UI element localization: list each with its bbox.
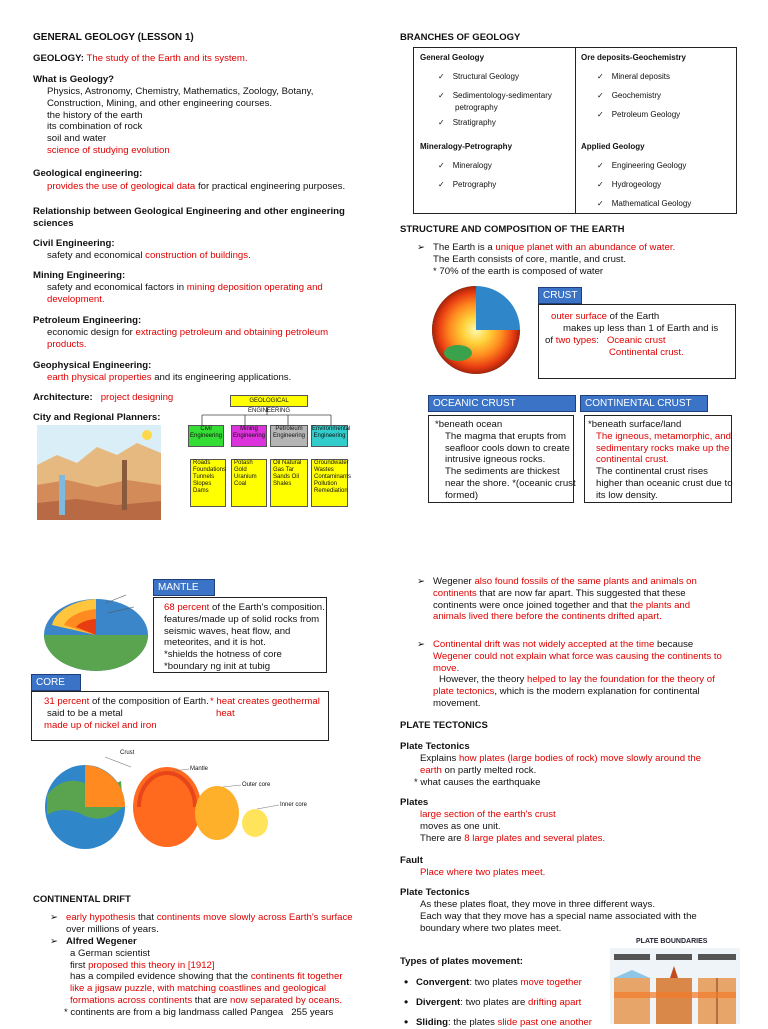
convergent-item: • Convergent: two plates move together [416, 977, 582, 989]
petroleum-text: economic design for extracting petroleum and obtaining petroleum products. [47, 327, 329, 350]
relationship-heading: Relationship between Geological Engineering and other engineering sciences [33, 206, 345, 229]
sliding-item: • Sliding: the plates slide past one another [416, 1017, 592, 1029]
plates-text: large section of the earth's crust moves as one unit. There are 8 large plates and several plates. [420, 809, 606, 844]
oceanic-crust-box: *beneath ocean The magma that erupts from seafloor cools down to create intrusive igneous rocks. The sediments are thickest near the shore. *(oceanic crust formed) [428, 415, 574, 503]
ge-branch-petroleum: Petroleum Engineering [270, 425, 308, 447]
geophysical-text: earth physical properties and its engineering applications. [47, 372, 292, 383]
what-is-geology-list: Physics, Astronomy, Chemistry, Mathematics, Zoology, Botany, Construction, Mining, and other engineering courses. the history of the earth its combination of rock soil and water science of studying evolution [47, 86, 314, 156]
ge-items-mining: Potash Gold Uranium Coal [231, 459, 267, 507]
applied-geology-heading: Applied Geology [581, 142, 645, 151]
layer-label-crust: Crust [120, 750, 135, 756]
ge-items-petroleum: Oil Natural Gas Tar Sands Oil Shales [270, 459, 308, 507]
plate-tectonics-text-2: As these plates float, they move in three different ways. Each way that they move has a special name associated with the boundary where two plates meet. [420, 899, 697, 934]
plate-tectonics-text: Explains how plates (large bodies of rock) move slowly around the earth on partly melted rock. * what causes the earthquake [414, 753, 702, 788]
branches-divider [575, 48, 576, 213]
petroleum-heading: Petroleum Engineering: [33, 315, 142, 326]
crust-label: CRUST [538, 287, 582, 304]
ge-items-civil: Roads Foundations Tunnels Slopes Dams [190, 459, 226, 507]
mantle-label: MANTLE [153, 579, 215, 596]
ge-branch-mining: Mining Engineering [231, 425, 267, 447]
drift-hypothesis: ➢ early hypothesis that continents move slowly across Earth's surface over millions of years. [66, 912, 376, 936]
plate-boundaries-diagram [610, 948, 740, 1024]
drift-wegener: ➢ Alfred Wegener a German scientist first proposed this theory in [1912] has a compiled evidence showing that the continents fit together like a jigsaw puzzle, with matching coastlines and geological formations across continents that are now separated by oceans. * continents are from a big landmass called Pangea 255 years [66, 936, 376, 1019]
core-label: CORE [31, 674, 81, 691]
city-planners-heading: City and Regional Planners: [33, 412, 161, 423]
civil-heading: Civil Engineering: [33, 238, 115, 249]
layer-label-mantle: Mantle [190, 766, 209, 772]
ge-items-environmental: Groundwater Wastes Contaminants Pollution Remediation [311, 459, 348, 507]
continental-drift-title: CONTINENTAL DRIFT [33, 894, 131, 905]
ore-deposits-heading: Ore deposits-Geochemistry [581, 53, 686, 62]
wegener-fossils-paragraph: ➢ Wegener also found fossils of the same plants and animals on continents that are now far apart. This suggested that these continents were once joined together and that the plants and animals lived there before the continents drifted apart. [433, 576, 738, 623]
earth-layers-illustration [33, 745, 323, 855]
fault-heading: Fault [400, 855, 423, 866]
plate-tectonics-heading-2: Plate Tectonics [400, 887, 470, 898]
mineralogy-list: ✓ Mineralogy ✓ Petrography [438, 156, 496, 194]
mantle-earth-image [36, 585, 156, 675]
oceanic-crust-label: OCEANIC CRUST [428, 395, 576, 412]
what-is-geology-heading: What is Geology? [33, 74, 115, 85]
geological-engineering-chart [186, 393, 352, 513]
branches-table [413, 47, 737, 214]
mantle-box: 68 percent of the Earth's composition. features/made up of solid rocks from seismic waves, heat flow, and meteorites, and it is hot. *shields the hotness of core *boundary ng init at tubig [153, 597, 327, 673]
layer-label-inner-core: Inner core [280, 802, 308, 808]
plate-boundaries-figure [610, 936, 740, 1024]
applied-geology-list: ✓ Engineering Geology ✓ Hydrogeology ✓ Mathematical Geology [597, 156, 691, 213]
mining-text: safety and economical factors in mining deposition operating and development. [47, 282, 323, 305]
fault-text: Place where two plates meet. [420, 867, 546, 878]
ge-chart-top: GEOLOGICAL ENGINEERING [230, 395, 308, 407]
geophysical-heading: Geophysical Engineering: [33, 360, 152, 371]
general-geology-heading: General Geology [420, 53, 485, 62]
plate-tectonics-title: PLATE TECTONICS [400, 720, 488, 731]
ge-branch-environmental: Environmental Engineering [311, 425, 348, 447]
core-box: 31 percent of the composition of Earth. said to be a metal made up of nickel and iron * heat creates geothermal heat [31, 691, 329, 741]
plates-heading: Plates [400, 797, 429, 808]
geology-landscape-illustration [37, 425, 161, 520]
drift-acceptance-paragraph: ➢ Continental drift was not widely accepted at the time because Wegener could not explain what force was causing the continents to move. However, the theory helped to lay the foundation for the theory of plate tectonics, which is the modern explanation for continental movement. [433, 639, 738, 710]
continental-crust-box: *beneath surface/land The igneous, metamorphic, and sedimentary rocks make up the continental crust. The continental crust rises higher than oceanic crust due to its low density. [584, 415, 732, 503]
mining-heading: Mining Engineering: [33, 270, 126, 281]
divergent-item: • Divergent: two plates are drifting apart [416, 997, 581, 1009]
structure-title: STRUCTURE AND COMPOSITION OF THE EARTH [400, 224, 625, 235]
layer-label-outer-core: Outer core [242, 782, 271, 788]
ge-definition: provides the use of geological data for practical engineering purposes. [47, 181, 346, 192]
crust-box: outer surface of the Earth makes up less than 1 of Earth and is of two types: Oceanic crust Continental crust. [538, 304, 736, 379]
geology-definition: GEOLOGY: The study of the Earth and its system. [33, 53, 248, 64]
plate-boundaries-title: PLATE BOUNDARIES [636, 938, 708, 945]
ge-heading: Geological engineering: [33, 168, 143, 179]
plate-movement-heading: Types of plates movement: [400, 956, 523, 967]
mineralogy-heading: Mineralogy-Petrography [420, 142, 513, 151]
general-geology-list: ✓ Structural Geology ✓ Sedimentology-sedimentary petrography ✓ Stratigraphy [438, 67, 552, 132]
earth-cutaway-image [428, 283, 528, 378]
structure-intro: ➢ The Earth is a unique planet with an abundance of water. The Earth consists of core, mantle, and crust. * 70% of the earth is composed of water [433, 242, 733, 277]
architecture-line: Architecture: project designing [33, 392, 174, 403]
page-title: GENERAL GEOLOGY (LESSON 1) [33, 32, 194, 43]
ge-branch-civil: Civil Engineering [188, 425, 224, 447]
civil-text: safety and economical construction of buildings. [47, 250, 251, 261]
plate-tectonics-heading: Plate Tectonics [400, 741, 470, 752]
ore-deposits-list: ✓ Mineral deposits ✓ Geochemistry ✓ Petroleum Geology [597, 67, 680, 124]
branches-title: BRANCHES OF GEOLOGY [400, 32, 521, 43]
continental-crust-label: CONTINENTAL CRUST [580, 395, 708, 412]
